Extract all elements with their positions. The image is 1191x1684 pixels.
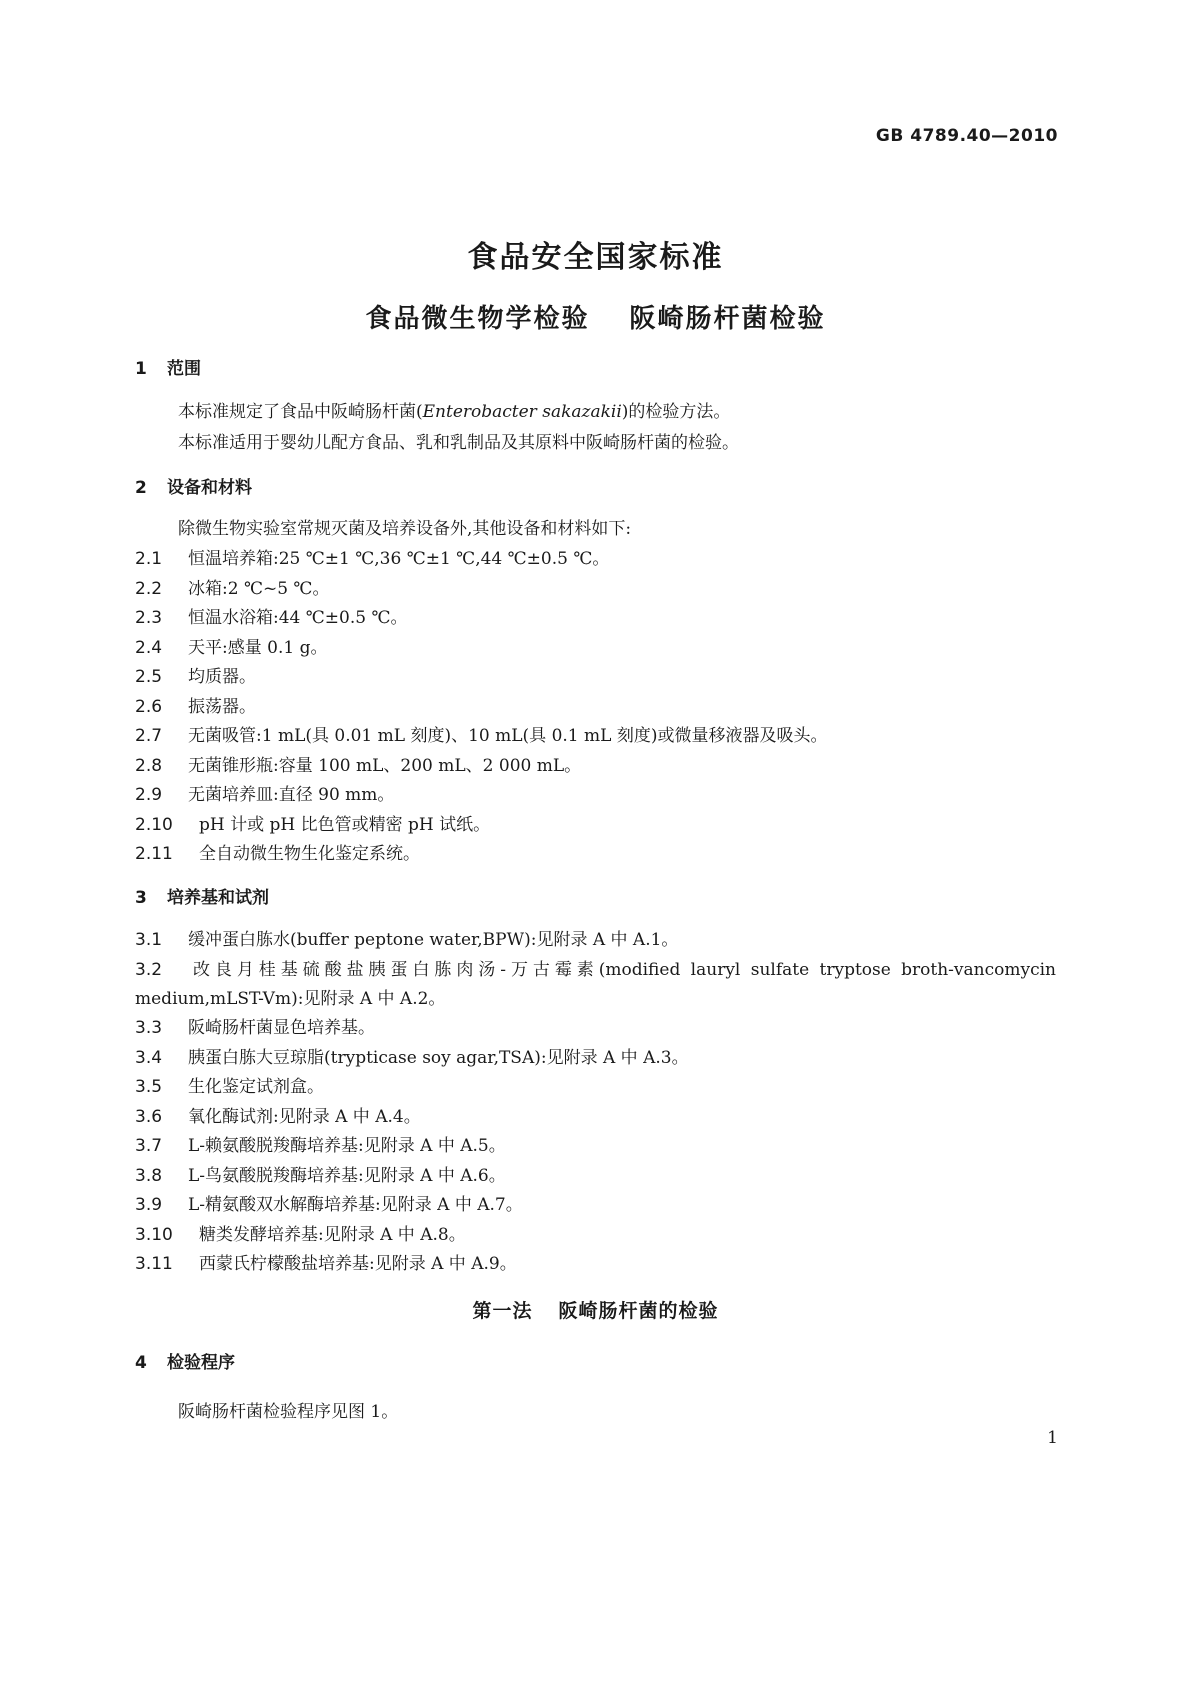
list-item: 2.7 无菌吸管:1 mL(具 0.01 mL 刻度)、10 mL(具 0.1 mL 刻度)或微量移液器及吸头。 bbox=[135, 726, 828, 746]
list-item: 2.10 pH 计或 pH 比色管或精密 pH 试纸。 bbox=[135, 815, 491, 835]
list-item: 3.10 糖类发酵培养基:见附录 A 中 A.8。 bbox=[135, 1225, 466, 1245]
list-item: 3.2 改良月桂基硫酸盐胰蛋白胨肉汤-万古霉素(modified lauryl sulfate tryptose broth-vancomycin bbox=[135, 960, 1056, 980]
section-1-paragraph-2: 本标准适用于婴幼儿配方食品、乳和乳制品及其原料中阪崎肠杆菌的检验。 bbox=[178, 433, 739, 453]
section-1-heading: 1 范围 bbox=[135, 359, 201, 379]
list-item: 3.8 L-鸟氨酸脱羧酶培养基:见附录 A 中 A.6。 bbox=[135, 1166, 506, 1186]
list-item: 3.6 氧化酶试剂:见附录 A 中 A.4。 bbox=[135, 1107, 421, 1127]
list-item: 2.2 冰箱:2 ℃~5 ℃。 bbox=[135, 579, 330, 599]
latin-species-name: Enterobacter sakazakii bbox=[422, 402, 622, 422]
list-item: 2.5 均质器。 bbox=[135, 667, 256, 687]
section-4-paragraph-1: 阪崎肠杆菌检验程序见图 1。 bbox=[178, 1402, 399, 1422]
section-2-intro: 除微生物实验室常规灭菌及培养设备外,其他设备和材料如下: bbox=[178, 519, 632, 539]
list-item: 2.11 全自动微生物生化鉴定系统。 bbox=[135, 844, 420, 864]
standard-code: GB 4789.40—2010 bbox=[875, 126, 1058, 146]
section-4-heading: 4 检验程序 bbox=[135, 1353, 235, 1373]
list-item: 3.9 L-精氨酸双水解酶培养基:见附录 A 中 A.7。 bbox=[135, 1195, 523, 1215]
section-1-paragraph-1: 本标准规定了食品中阪崎肠杆菌(Enterobacter sakazakii)的检验方法。 bbox=[178, 402, 731, 422]
list-item: 2.4 天平:感量 0.1 g。 bbox=[135, 638, 328, 658]
list-item: 3.3 阪崎肠杆菌显色培养基。 bbox=[135, 1018, 375, 1038]
list-item: 2.8 无菌锥形瓶:容量 100 mL、200 mL、2 000 mL。 bbox=[135, 756, 582, 776]
subtitle-right: 阪崎肠杆菌检验 bbox=[629, 304, 826, 334]
section-2-heading: 2 设备和材料 bbox=[135, 478, 252, 498]
document-subtitle bbox=[0, 298, 1191, 335]
list-item-continuation: medium,mLST-Vm):见附录 A 中 A.2。 bbox=[135, 989, 446, 1009]
list-item: 2.9 无菌培养皿:直径 90 mm。 bbox=[135, 785, 395, 805]
document-title: 食品安全国家标准 bbox=[467, 240, 724, 275]
list-item: 2.6 振荡器。 bbox=[135, 697, 256, 717]
list-item: 3.11 西蒙氏柠檬酸盐培养基:见附录 A 中 A.9。 bbox=[135, 1254, 517, 1274]
list-item: 3.7 L-赖氨酸脱羧酶培养基:见附录 A 中 A.5。 bbox=[135, 1136, 506, 1156]
list-item: 3.5 生化鉴定试剂盒。 bbox=[135, 1077, 324, 1097]
section-3-heading: 3 培养基和试剂 bbox=[135, 888, 269, 908]
subtitle-left: 食品微生物学检验 bbox=[365, 304, 590, 334]
list-item: 2.3 恒温水浴箱:44 ℃±0.5 ℃。 bbox=[135, 608, 408, 628]
list-item: 3.1 缓冲蛋白胨水(buffer peptone water,BPW):见附录 A 中 A.1。 bbox=[135, 930, 679, 950]
list-item: 2.1 恒温培养箱:25 ℃±1 ℃,36 ℃±1 ℃,44 ℃±0.5 ℃。 bbox=[135, 549, 610, 569]
list-item: 3.4 胰蛋白胨大豆琼脂(trypticase soy agar,TSA):见附录 A 中 A.3。 bbox=[135, 1048, 689, 1068]
method-1-title: 第一法 阪崎肠杆菌的检验 bbox=[472, 1300, 719, 1322]
page-number: 1 bbox=[1047, 1428, 1058, 1448]
